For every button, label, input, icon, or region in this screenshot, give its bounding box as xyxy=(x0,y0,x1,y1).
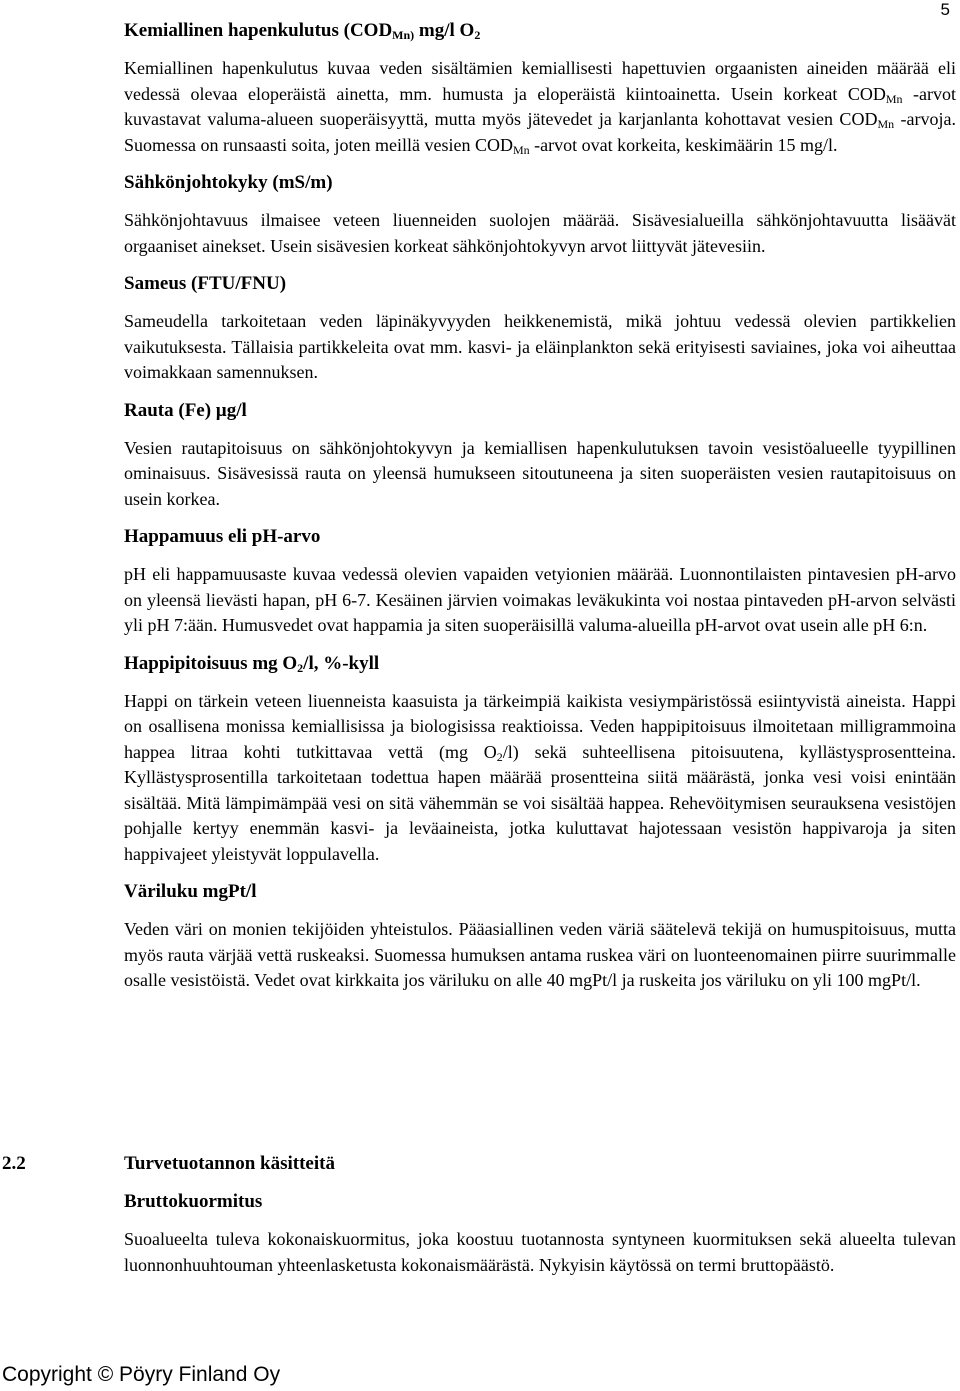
chapter-title: Turvetuotannon käsitteitä xyxy=(124,1153,335,1174)
heading-oxygen: Happipitoisuus mg $O_2/l$, %-kyll xyxy=(124,652,380,675)
heading-gross-load: Bruttokuormitus xyxy=(124,1191,263,1212)
heading-cod: Kemiallinen hapenkulutus ($COD_{Mn)}$ mg/l $O_2$ xyxy=(124,20,481,42)
heading-color: Väriluku mgPt/l xyxy=(124,881,257,902)
paragraph-gross-load: Suoalueelta tuleva kokonaiskuormitus, joka koostuu tuotannosta syntyneen kuormituksen sekä alueelta tulevan luonnonhuuhtouman yhteenlasketusta kokonaismäärästä. Nykyisin käytössä on termi bruttopäästö. xyxy=(124,1229,956,1275)
heading-turbidity: Sameus (FTU/FNU) xyxy=(124,273,287,294)
paragraph-cod: Kemiallinen hapenkulutus kuvaa veden sisältämien kemiallisesti hapettuvien orgaanisten aineiden määrää eli vedessä olevaa eloperäistä ainetta, mm. humusta ja eloperäistä kiintoainetta. Usein korkeat $COD_{Mn}$ -arvot kuvastavat valuma-alueen suoperäisyyttä, mutta myös jätevedet ja karjanlanta kohottavat vesien $COD_{Mn}$ -arvoja. Suomessa on runsaasti soita, joten meillä vesien $COD_{Mn}$ -arvot ovat korkeita, keskimäärin 15 mg/l. xyxy=(124,58,957,157)
chapter-number: 2.2 xyxy=(2,1153,26,1174)
heading-conductivity: Sähkönjohtokyky (mS/m) xyxy=(124,172,333,193)
chapter-body xyxy=(124,1151,956,1290)
paragraph-turbidity: Sameudella tarkoitetaan veden läpinäkyvyyden heikkenemistä, mikä johtuu vedessä olevien partikkelien vaikutuksesta. Tällaisia partikkeleita ovat mm. kasvi- ja eläinplankton sekä erityisesti saviaines, joka voi aiheuttaa voimakkaan samennuksen. xyxy=(124,311,956,382)
heading-iron: Rauta (Fe) µg/l xyxy=(124,399,247,421)
page-number: 5 xyxy=(940,0,950,19)
copyright-footer: Copyright © Pöyry Finland Oy xyxy=(2,1363,281,1386)
paragraph-conductivity: Sähkönjohtavuus ilmaisee veteen liuenneiden suolojen määrää. Sisävesialueilla sähkönjohtavuutta lisäävät orgaaniset ainekset. Usein sisävesien korkeat sähkönjohtokyvyn arvot liittyvät jätevesiin. xyxy=(124,210,956,256)
paragraph-ph: pH eli happamuusaste kuvaa vedessä olevien vapaiden vetyionien määrää. Luonnontilaisten pintavesien pH-arvo on yleensä lievästi hapan, pH 6-7. Kesäinen järvien voimakas leväkukinta voi nostaa pintaveden pH-arvon selvästi yli pH 7:ään. Humusvedet ovat happamia ja siten suoperäisillä valuma-alueilla pH-arvot ovat usein alle pH 6:n. xyxy=(124,564,956,635)
paragraph-oxygen: Happi on tärkein veteen liuenneista kaasuista ja tärkeimpiä kaikista vesiympäristössä esiintyvistä aineista. Happi on osallisena monissa kemiallisissa ja biologisissa reaktioissa. Veden happipitoisuus ilmoitetaan milligrammoina happea litraa kohti tutkittavaa vettä (mg $O_2/l$) sekä suhteellisena pitoisuutena, kyllästysprosentteina. Kyllästysprosentilla tarkoitetaan todettua hapen määrää prosentteina siitä määrästä, jonka vesi voisi enintään sisältää. Mitä lämpimämpää vesi on sitä vähemmän se voi sisältää happea. Rehevöitymisen seurauksena vesistöjen pohjalle kertyy enemmän kasvi- ja leväaineista, jotka kuluttavat hajotessaan vesistön happivaroja ja siten happivajeet yleistyvät loppulavella. xyxy=(124,690,956,864)
main-content xyxy=(124,18,956,1006)
paragraph-iron: Vesien rautapitoisuus on sähkönjohtokyvyn ja kemiallisen hapenkulutuksen tavoin vesistöalueelle tyypillinen ominaisuus. Sisävesissä rauta on yleensä humukseen sitoutuneena ja siten suoperäisten vesien rautapitoisuus on usein korkea. xyxy=(124,437,956,509)
paragraph-color: Veden väri on monien tekijöiden yhteistulos. Pääasiallinen veden väriä säätelevä tekijä on humuspitoisuus, mutta myös rauta värjää vettä ruskeaksi. Suomessa humuksen antama ruskea väri on luonteenomainen piirre suurimmalle osalle vesistöistä. Vedet ovat kirkkaita jos väriluku on alle 40 mgPt/l ja ruskeita jos väriluku on yli 100 mgPt/l. xyxy=(124,919,956,990)
heading-ph: Happamuus eli pH-arvo xyxy=(124,526,321,547)
